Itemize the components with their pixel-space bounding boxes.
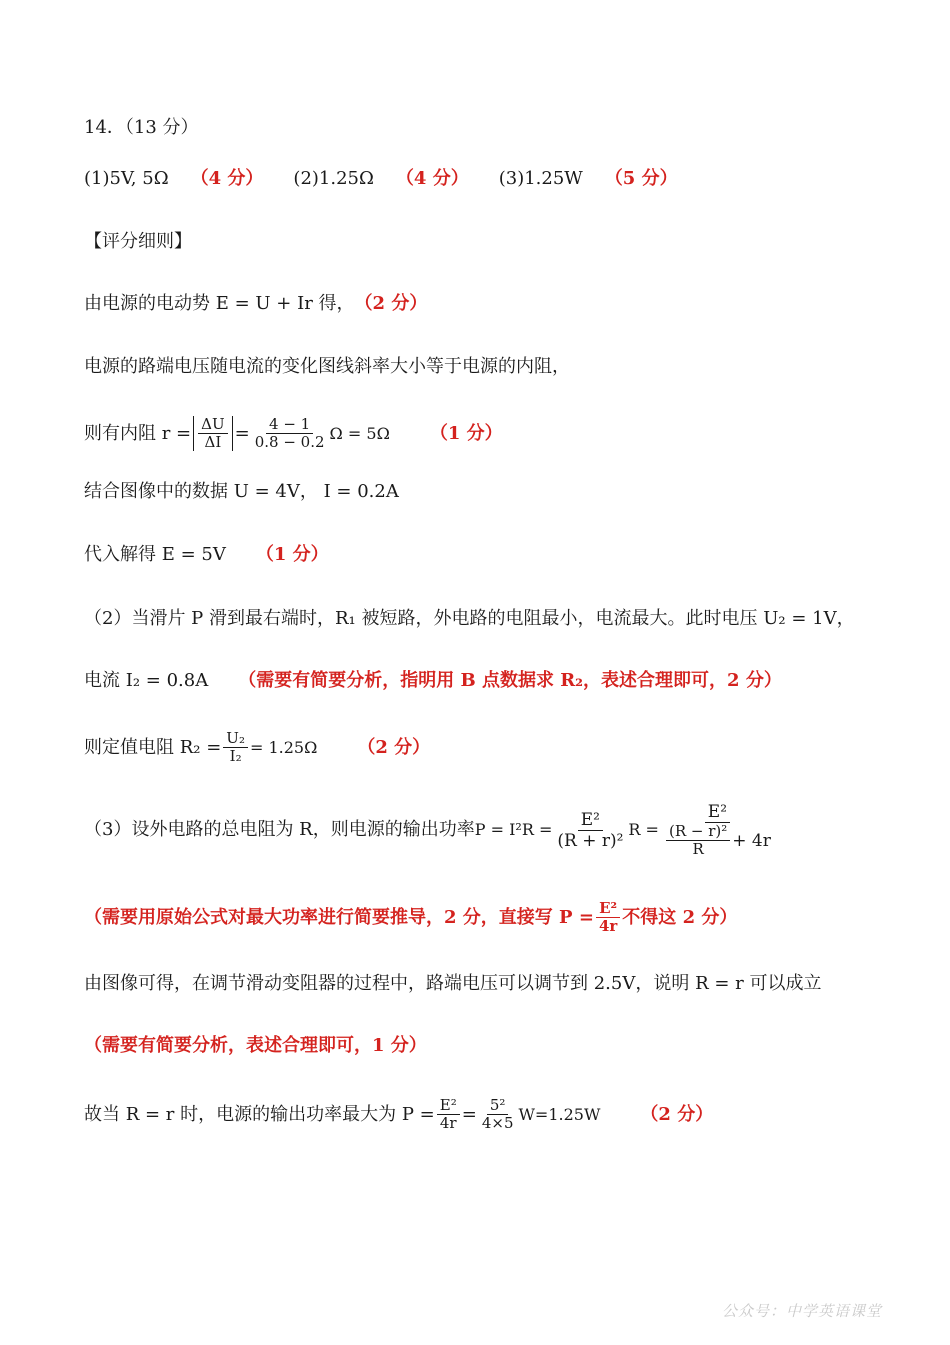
rubric-line-3: 则有内阻 r = $\frac{\Delta U}{\Delta I}$ = $\frac{4 - 1}{0.8 - 0.2}$ Ω = 5Ω （1 分） — [84, 415, 503, 451]
rubric-line-4 — [84, 480, 399, 504]
slope-statement: 电源的路端电压随电流的变化图线斜率大小等于电源的内阻， — [84, 356, 570, 377]
resistance-result: Ω = 5Ω — [329, 423, 390, 443]
score-badge: （2 分） — [357, 736, 431, 758]
grading-note: （需要有简要分析，表述合理即可，1 分） — [84, 1035, 427, 1056]
part2-statement: （2）当滑片 P 滑到最右端时，R₁ 被短路，外电路的电阻最小，电流最大。此时电压 U₂ = 1V， — [84, 608, 855, 629]
fixed-resistor-prefix: 则定值电阻 R₂ = — [84, 736, 222, 758]
resistance-prefix: 则有内阻 r = — [84, 422, 192, 444]
abs-value — [193, 416, 232, 451]
emf-equation-text: 由电源的电动势 E = U + Ir 得， — [84, 293, 355, 314]
score-badge: （1 分） — [429, 422, 503, 444]
score-badge: （2 分） — [640, 1103, 714, 1125]
max-power-prefix: 故当 R = r 时，电源的输出功率最大为 P = — [84, 1103, 435, 1125]
graph-data-text: 结合图像中的数据 U = 4V， I = 0.2A — [84, 481, 399, 502]
e-squared-fraction: $\frac{\text{E²}}{4r}$ — [437, 1097, 460, 1132]
rubric-line-12 — [84, 1034, 427, 1058]
question-header — [84, 116, 199, 140]
rubric-line-9: （3）设外电路的总电阻为 R，则电源的输出功率 P = I²R = $\frac{\text{E²}}{\text{(R + r)²}}$ R = E² $\frac{\text{(R − r)²}}{R}$ + 4r — [84, 802, 776, 858]
max-power-fraction: $\frac{\text{E²}}{4r}$ — [596, 900, 620, 935]
rubric-line-10: （需要用原始公式对最大功率进行简要推导，2 分，直接写 P = $\frac{\text{E²}}{4r}$ 不得这 2 分） — [84, 899, 738, 935]
slope-fraction: $\frac{4 - 1}{0.8 - 0.2}$ — [254, 415, 325, 451]
answer-2: (2)1.25Ω — [293, 168, 374, 189]
numeric-fraction: $\frac{\text{5²}}{4\times 5}$ — [481, 1096, 514, 1132]
rubric-title — [84, 230, 192, 254]
part3-statement: （3）设外电路的总电阻为 R，则电源的输出功率 — [84, 819, 475, 840]
rubric-heading: 【评分细则】 — [84, 231, 192, 252]
power-expression: P = I²R = — [474, 820, 553, 839]
u-over-i-fraction: $\frac{\text{U₂}}{\text{I₂}}$ — [223, 730, 248, 765]
question-number: 14．（13 分） — [84, 117, 199, 138]
delta-fraction: $\frac{\Delta U}{\Delta I}$ — [198, 416, 227, 451]
score-2: （4 分） — [395, 168, 469, 189]
answer-3: (3)1.25W — [498, 168, 583, 189]
inner-fraction: $\frac{\text{(R − r)²}}{R}$ — [666, 823, 730, 858]
rubric-line-5 — [84, 543, 329, 567]
watermark: 公众号：中学英语课堂 — [721, 1302, 882, 1320]
rubric-line-7 — [84, 669, 782, 693]
current-value: 电流 I₂ = 0.8A — [84, 670, 209, 691]
answer-1: (1)5V, 5Ω — [84, 168, 169, 189]
grading-note: （需要用原始公式对最大功率进行简要推导，2 分，直接写 P = — [84, 906, 594, 928]
score-3: （5 分） — [604, 168, 678, 189]
max-power-result: W=1.25W — [518, 1104, 601, 1124]
fixed-resistor-result: = 1.25Ω — [249, 737, 318, 757]
power-fraction-2: E² $\frac{\text{(R − r)²}}{R}$ + 4r — [661, 802, 774, 858]
rubric-line-13: 故当 R = r 时，电源的输出功率最大为 P = $\frac{\text{E²}}{4r}$ = $\frac{\text{5²}}{4\times 5}$ W=1.25W （2 分） — [84, 1096, 714, 1132]
graph-analysis: 由图像可得，在调节滑动变阻器的过程中，路端电压可以调节到 2.5V，说明 R = r 可以成立 — [84, 973, 822, 994]
rubric-line-8 — [84, 730, 430, 765]
score-badge: （1 分） — [255, 544, 329, 565]
rubric-line-6 — [84, 607, 855, 631]
answer-summary — [84, 167, 678, 191]
emf-result: 代入解得 E = 5V — [84, 544, 226, 565]
grading-note: （需要有简要分析，指明用 B 点数据求 R₂，表述合理即可，2 分） — [238, 670, 782, 691]
score-badge: （2 分） — [354, 293, 428, 314]
rubric-line-1 — [84, 292, 427, 316]
rubric-line-2 — [84, 355, 570, 379]
rubric-line-11 — [84, 972, 821, 996]
power-fraction-1: $\frac{\text{E²}}{\text{(R + r)²}}$ — [557, 809, 624, 851]
score-1: （4 分） — [190, 168, 264, 189]
